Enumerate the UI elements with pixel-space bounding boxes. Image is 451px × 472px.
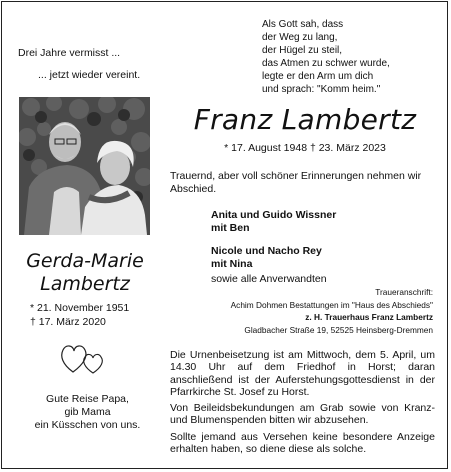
funeral-details-paragraph: Die Urnenbeisetzung ist am Mittwoch, dem 5. April, um 14.30 Uhr auf dem Friedhof in Horst; daran anschließend ist der Auferstehungsgottesdienst in der Pfarrkirche St. Josef zu Horst. [170, 349, 435, 398]
mourner-line: mit Ben [211, 221, 250, 234]
poem-line: und sprach: "Komm heim." [262, 84, 381, 95]
couple-photo [19, 97, 150, 235]
poem-line: der Weg zu lang, [262, 32, 338, 43]
mourner-others: sowie alle Anverwandten [211, 273, 327, 285]
deceased-dates: * 17. August 1948 † 23. März 2023 [224, 142, 386, 154]
mourners-list [211, 209, 336, 286]
poem [262, 18, 442, 96]
missed-line-2: ... jetzt wieder vereint. [38, 69, 141, 81]
second-death-date: † 17. März 2020 [30, 316, 106, 328]
personal-farewell [20, 393, 155, 432]
deceased-name: Franz Lambertz [193, 103, 417, 136]
funeral-details-paragraph: Sollte jemand aus Versehen keine besondere Anzeige erhalten haben, so diene diese als solche. [170, 430, 435, 456]
address-heading: Traueranschrift: [375, 287, 433, 297]
missed-line-1: Drei Jahre vermisst ... [18, 47, 121, 59]
funeral-details-paragraph: Von Beileidsbekundungen am Grab sowie von Kranz- und Blumenspenden bitten wir abzusehen. [170, 402, 435, 427]
mourner-line: mit Nina [211, 257, 253, 270]
farewell-text: Trauernd, aber voll schöner Erinnerungen nehmen wir Abschied. [170, 170, 422, 195]
mourner-line: Nicole und Nacho Rey [211, 245, 322, 257]
address-line: Gladbacher Straße 19, 52525 Heinsberg-Dremmen [244, 324, 433, 335]
second-birth-date: * 21. November 1951 [30, 302, 130, 314]
second-deceased-name [20, 250, 150, 296]
funeral-details [170, 349, 435, 459]
poem-line: Als Gott sah, dass [262, 19, 344, 30]
mourning-address [160, 286, 433, 336]
poem-line: der Hügel zu steil, [262, 45, 343, 56]
mourner-line: Anita und Guido Wissner [211, 209, 337, 221]
second-name-line-2: Lambertz [40, 273, 130, 295]
address-line: Achim Dohmen Bestattungen im "Haus des Abschieds" [230, 299, 433, 310]
personal-farewell-line: gib Mama [64, 406, 111, 418]
address-line: z. H. Trauerhaus Franz Lambertz [305, 312, 433, 322]
personal-farewell-line: Gute Reise Papa, [46, 393, 129, 405]
second-deceased-dates [30, 301, 129, 329]
personal-farewell-line: ein Küsschen von uns. [34, 419, 141, 431]
poem-line: das Atmen zu schwer wurde, [262, 58, 390, 69]
poem-line: legte er den Arm um dich [262, 71, 374, 82]
second-name-line-1: Gerda-Marie [26, 250, 144, 272]
couple-photo-image [19, 97, 150, 235]
hearts-icon [60, 342, 110, 376]
missed-text [18, 47, 140, 82]
